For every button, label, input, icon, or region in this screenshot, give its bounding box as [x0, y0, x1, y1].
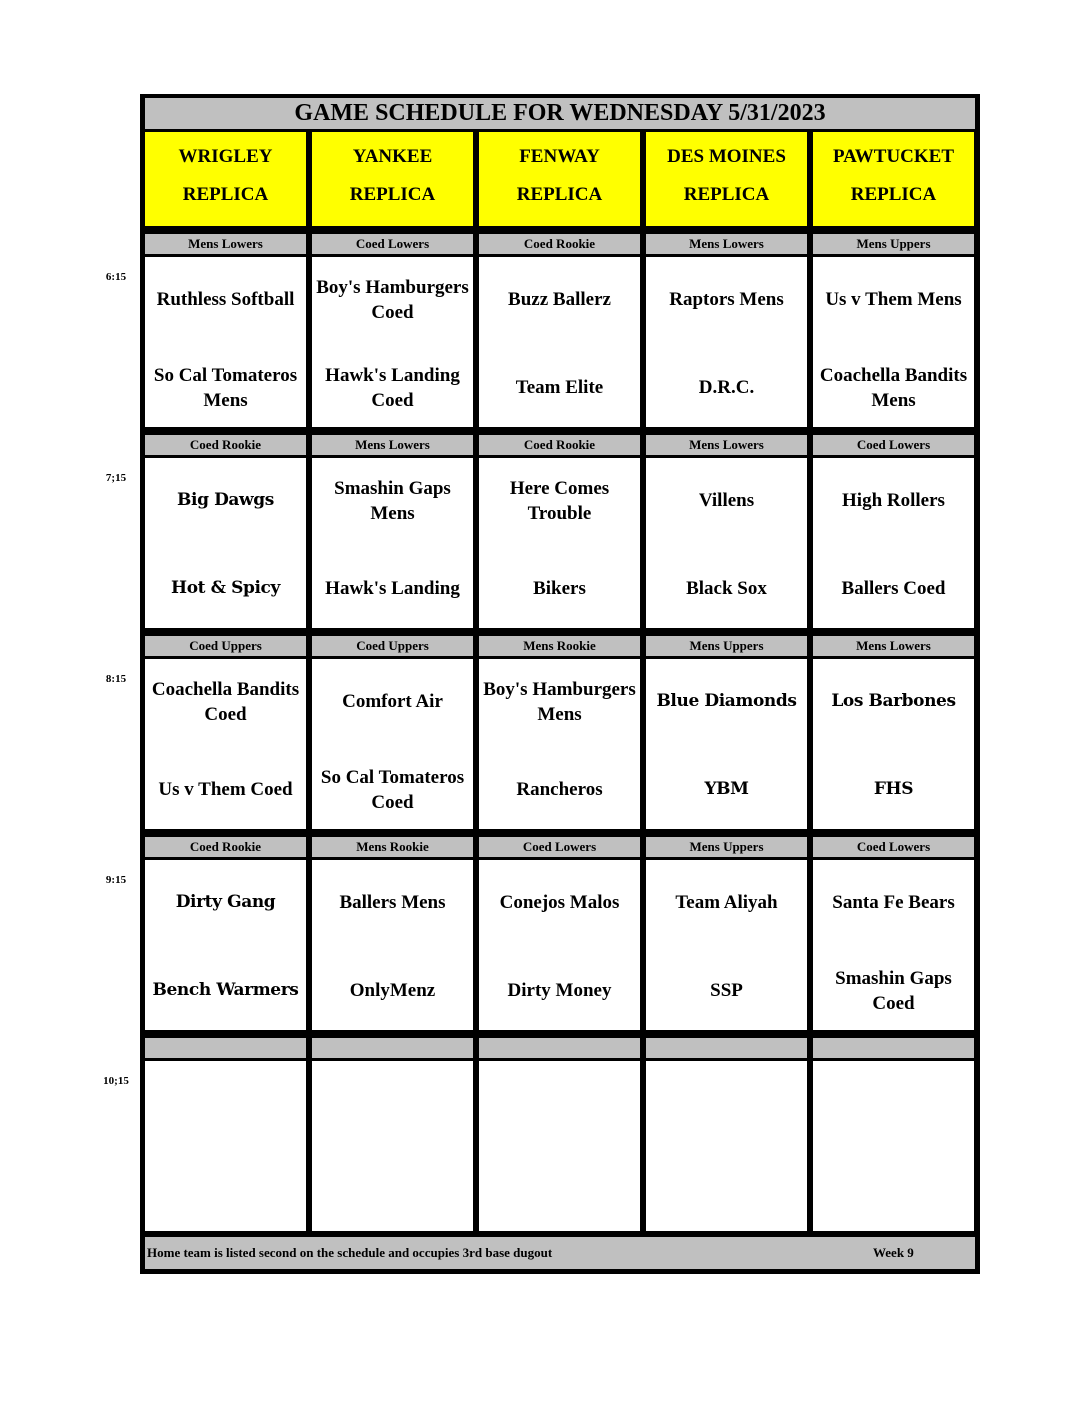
division-label: Mens Uppers — [646, 636, 807, 656]
game-cell — [145, 659, 306, 829]
home-team: Bikers — [533, 578, 586, 599]
time-slot-label: 7;15 — [105, 472, 127, 484]
field-sub: REPLICA — [850, 184, 937, 205]
home-team: Smashin Gaps Coed — [835, 967, 952, 1014]
away-team — [312, 1061, 473, 1146]
game-cell — [312, 257, 473, 427]
away-team: Boy's Hamburgers Coed — [316, 276, 469, 323]
game-cell — [312, 1061, 473, 1231]
away-team: Blue Diamonds — [656, 691, 797, 711]
game-cell — [145, 257, 306, 427]
field-name: PAWTUCKET — [832, 146, 955, 167]
division-label: Coed Rookie — [479, 234, 640, 254]
game-cell — [813, 860, 974, 1030]
away-team: Villens — [698, 490, 755, 511]
division-label: Coed Rookie — [145, 837, 306, 857]
game-cell — [646, 1061, 807, 1231]
field-header-yankee — [312, 132, 473, 226]
division-label: Coed Lowers — [813, 837, 974, 857]
away-team: Santa Fe Bears — [832, 892, 955, 913]
home-team — [813, 1149, 974, 1234]
division-label: Coed Rookie — [479, 435, 640, 455]
home-team: Hawk's Landing Coed — [325, 364, 460, 411]
home-team: Hawk's Landing — [325, 578, 460, 599]
home-team: Dirty Money — [507, 980, 612, 1001]
home-team: FHS — [873, 779, 914, 799]
home-team: Us v Them Coed — [158, 779, 293, 800]
home-team: Ballers Coed — [841, 578, 946, 599]
game-cell — [813, 458, 974, 628]
game-cell — [312, 860, 473, 1030]
game-cell — [312, 659, 473, 829]
game-cell — [145, 1061, 306, 1231]
home-team — [312, 1149, 473, 1234]
schedule-footer — [145, 1237, 975, 1269]
division-label: Mens Lowers — [813, 636, 974, 656]
game-cell — [312, 458, 473, 628]
division-label: Mens Uppers — [646, 837, 807, 857]
game-cell — [646, 659, 807, 829]
game-cell — [479, 257, 640, 427]
field-sub: REPLICA — [349, 184, 436, 205]
division-label: Mens Rookie — [312, 837, 473, 857]
away-team — [646, 1061, 807, 1146]
field-sub: REPLICA — [182, 184, 269, 205]
away-team: Smashin Gaps Mens — [334, 477, 451, 524]
time-slot-label: 8:15 — [105, 673, 127, 685]
division-label: Coed Uppers — [312, 636, 473, 656]
field-header-wrigley — [145, 132, 306, 226]
home-team: So Cal Tomateros Coed — [320, 766, 465, 813]
home-team: Black Sox — [686, 578, 767, 599]
away-team: Big Dawgs — [177, 490, 274, 510]
division-label: Mens Lowers — [646, 234, 807, 254]
field-header-pawtucket — [813, 132, 974, 226]
division-label: Coed Lowers — [813, 435, 974, 455]
field-name: DES MOINES — [667, 146, 786, 167]
division-label — [813, 1038, 974, 1058]
division-label — [145, 1038, 306, 1058]
division-label: Coed Rookie — [145, 435, 306, 455]
division-label: Mens Lowers — [646, 435, 807, 455]
away-team — [145, 1061, 306, 1146]
division-label — [646, 1038, 807, 1058]
game-cell — [479, 860, 640, 1030]
game-cell — [479, 458, 640, 628]
away-team: Buzz Ballerz — [508, 289, 611, 310]
game-cell — [813, 1061, 974, 1231]
field-name: WRIGLEY — [178, 146, 273, 167]
home-team — [145, 1149, 306, 1234]
away-team: Los Barbones — [831, 691, 956, 711]
away-team: Dirty Gang — [175, 892, 276, 912]
home-team: Hot & Spicy — [171, 578, 280, 598]
away-team: Coachella Bandits Coed — [151, 678, 300, 725]
game-cell — [145, 458, 306, 628]
game-cell — [813, 257, 974, 427]
field-name: YANKEE — [352, 146, 433, 167]
home-team: Rancheros — [516, 779, 603, 800]
home-team — [479, 1149, 640, 1234]
field-sub: REPLICA — [683, 184, 770, 205]
away-team: Raptors Mens — [669, 289, 784, 310]
game-cell — [813, 659, 974, 829]
division-label: Mens Rookie — [479, 636, 640, 656]
schedule-title: GAME SCHEDULE FOR WEDNESDAY 5/31/2023 — [145, 98, 975, 129]
away-team: High Rollers — [842, 490, 945, 511]
field-header-des-moines — [646, 132, 807, 226]
game-cell — [646, 458, 807, 628]
home-team-note: Home team is listed second on the schedule and occupies 3rd base dugout — [147, 1245, 553, 1260]
away-team: Conejos Malos — [499, 892, 620, 913]
game-cell — [145, 860, 306, 1030]
game-cell — [646, 860, 807, 1030]
week-label: Week 9 — [873, 1245, 914, 1260]
away-team — [813, 1061, 974, 1146]
home-team: YBM — [704, 779, 749, 799]
division-label — [479, 1038, 640, 1058]
away-team: Team Aliyah — [675, 892, 778, 913]
time-slot-label: 10;15 — [103, 1075, 129, 1087]
division-label: Coed Uppers — [145, 636, 306, 656]
home-team: SSP — [710, 980, 743, 1001]
division-label: Coed Lowers — [312, 234, 473, 254]
away-team: Comfort Air — [342, 691, 443, 712]
time-slot-label: 9:15 — [105, 874, 127, 886]
away-team: Ballers Mens — [339, 892, 446, 913]
field-sub: REPLICA — [516, 184, 603, 205]
game-cell — [646, 257, 807, 427]
field-header-fenway — [479, 132, 640, 226]
away-team: Boy's Hamburgers Mens — [483, 678, 636, 725]
division-label: Mens Lowers — [312, 435, 473, 455]
division-label: Mens Uppers — [813, 234, 974, 254]
time-slot-label: 6:15 — [105, 271, 127, 283]
home-team: Coachella Bandits Mens — [819, 364, 968, 411]
home-team: So Cal Tomateros Mens — [153, 364, 298, 411]
home-team: OnlyMenz — [349, 980, 436, 1001]
division-label — [312, 1038, 473, 1058]
away-team: Here Comes Trouble — [509, 477, 610, 524]
home-team: Bench Warmers — [152, 980, 299, 1000]
game-cell — [479, 659, 640, 829]
division-label: Mens Lowers — [145, 234, 306, 254]
schedule-table — [140, 94, 980, 1274]
away-team: Ruthless Softball — [156, 289, 295, 310]
home-team — [646, 1149, 807, 1234]
game-cell — [479, 1061, 640, 1231]
field-name: FENWAY — [519, 146, 600, 167]
away-team — [479, 1061, 640, 1146]
home-team: D.R.C. — [698, 377, 755, 398]
away-team: Us v Them Mens — [825, 289, 962, 310]
home-team: Team Elite — [515, 377, 604, 398]
division-label: Coed Lowers — [479, 837, 640, 857]
